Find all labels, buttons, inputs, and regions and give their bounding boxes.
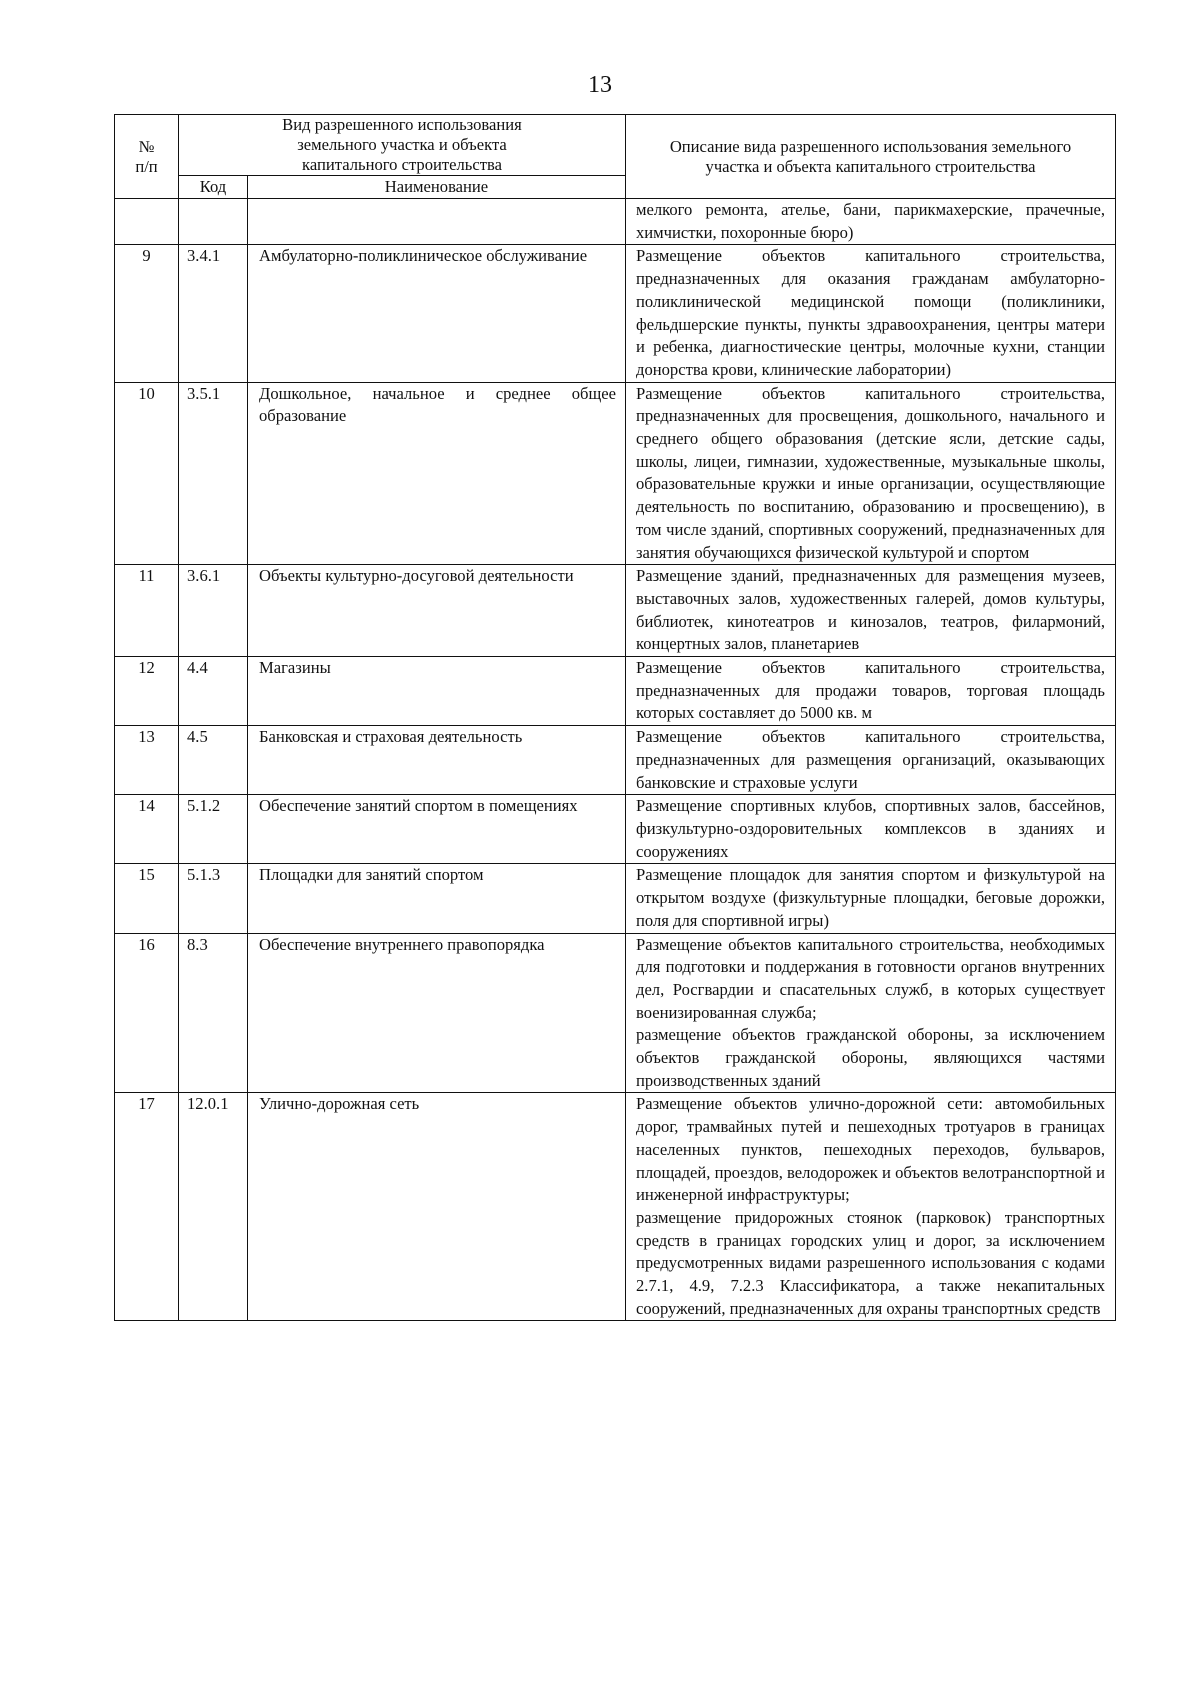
row-number: 11 <box>115 565 179 657</box>
row-description: Размещение объектов капитального строительства, предназначенных для продажи товаров, торговая площадь которых составляет до 5000 кв. м <box>626 657 1116 726</box>
row-name: Обеспечение занятий спортом в помещениях <box>248 795 626 864</box>
row-number <box>115 199 179 245</box>
table-row <box>115 199 1116 245</box>
table-row <box>115 933 1116 1093</box>
row-number: 9 <box>115 245 179 382</box>
row-description: Размещение зданий, предназначенных для размещения музеев, выставочных залов, художественных галерей, домов культуры, библиотек, кинотеатров и кинозалов, театров, филармоний, концертных залов, планетариев <box>626 565 1116 657</box>
row-code: 12.0.1 <box>179 1093 248 1321</box>
row-code: 3.6.1 <box>179 565 248 657</box>
row-number: 14 <box>115 795 179 864</box>
table-row <box>115 795 1116 864</box>
header-name: Наименование <box>248 176 626 199</box>
row-number: 10 <box>115 382 179 565</box>
row-description: Размещение спортивных клубов, спортивных залов, бассейнов, физкультурно-оздоровительных комплексов в зданиях и сооружениях <box>626 795 1116 864</box>
row-number: 17 <box>115 1093 179 1321</box>
table-row <box>115 657 1116 726</box>
header-group: Вид разрешенного использования земельного участка и объекта капитального строительства <box>179 115 626 176</box>
header-row <box>115 115 1116 176</box>
header-description: Описание вида разрешенного использования земельного участка и объекта капитального строительства <box>626 115 1116 199</box>
row-code: 3.4.1 <box>179 245 248 382</box>
row-description: Размещение объектов капитального строительства, необходимых для подготовки и поддержания в готовности органов внутренних дел, Росгвардии и спасательных служб, в которых существует военизированная служба; размещение объектов гражданской обороны, за исключением объектов гражданской обороны, являющихся частями производственных зданий <box>626 933 1116 1093</box>
table-row <box>115 382 1116 565</box>
header-code: Код <box>179 176 248 199</box>
table-row <box>115 864 1116 933</box>
row-number: 12 <box>115 657 179 726</box>
row-code: 4.4 <box>179 657 248 726</box>
row-description: Размещение объектов капитального строительства, предназначенных для размещения организаций, оказывающих банковские и страховые услуги <box>626 726 1116 795</box>
table-body <box>115 199 1116 1321</box>
page-number: 13 <box>588 72 612 98</box>
row-name: Площадки для занятий спортом <box>248 864 626 933</box>
row-number: 15 <box>115 864 179 933</box>
table-row <box>115 1093 1116 1321</box>
table-row <box>115 726 1116 795</box>
row-name: Обеспечение внутреннего правопорядка <box>248 933 626 1093</box>
row-description: Размещение площадок для занятия спортом и физкультурой на открытом воздухе (физкультурные площадки, беговые дорожки, поля для спортивной игры) <box>626 864 1116 933</box>
row-code <box>179 199 248 245</box>
row-code: 4.5 <box>179 726 248 795</box>
land-use-table <box>114 114 1116 1321</box>
row-number: 13 <box>115 726 179 795</box>
row-name: Объекты культурно-досуговой деятельности <box>248 565 626 657</box>
row-name: Улично-дорожная сеть <box>248 1093 626 1321</box>
row-name: Магазины <box>248 657 626 726</box>
row-description: мелкого ремонта, ателье, бани, парикмахерские, прачечные, химчистки, похоронные бюро) <box>626 199 1116 245</box>
row-name <box>248 199 626 245</box>
table-row <box>115 565 1116 657</box>
row-description: Размещение объектов капитального строительства, предназначенных для оказания гражданам амбулаторно-поликлинической медицинской помощи (поликлиники, фельдшерские пункты, пункты здравоохранения, центры матери и ребенка, диагностические центры, молочные кухни, станции донорства крови, клинические лаборатории) <box>626 245 1116 382</box>
row-number: 16 <box>115 933 179 1093</box>
row-name: Банковская и страховая деятельность <box>248 726 626 795</box>
row-code: 5.1.3 <box>179 864 248 933</box>
row-code: 5.1.2 <box>179 795 248 864</box>
row-name: Амбулаторно-поликлиническое обслуживание <box>248 245 626 382</box>
header-num: № п/п <box>115 115 179 199</box>
row-name: Дошкольное, начальное и среднее общее образование <box>248 382 626 565</box>
row-description: Размещение объектов улично-дорожной сети: автомобильных дорог, трамвайных путей и пешеходных тротуаров в границах населенных пунктов, пешеходных переходов, бульваров, площадей, проездов, велодорожек и объектов велотранспортной и инженерной инфраструктуры; размещение придорожных стоянок (парковок) транспортных средств в границах городских улиц и дорог, за исключением предусмотренных видами разрешенного использования с кодами 2.7.1, 4.9, 7.2.3 Классификатора, а также некапитальных сооружений, предназначенных для охраны транспортных средств <box>626 1093 1116 1321</box>
row-code: 8.3 <box>179 933 248 1093</box>
table-row <box>115 245 1116 382</box>
row-description: Размещение объектов капитального строительства, предназначенных для просвещения, дошкольного, начального и среднего общего образования (детские ясли, детские сады, школы, лицеи, гимназии, художественные, музыкальные школы, образовательные кружки и иные организации, осуществляющие деятельность по воспитанию, образованию и просвещению), в том числе зданий, спортивных сооружений, предназначенных для занятия обучающихся физической культурой и спортом <box>626 382 1116 565</box>
row-code: 3.5.1 <box>179 382 248 565</box>
